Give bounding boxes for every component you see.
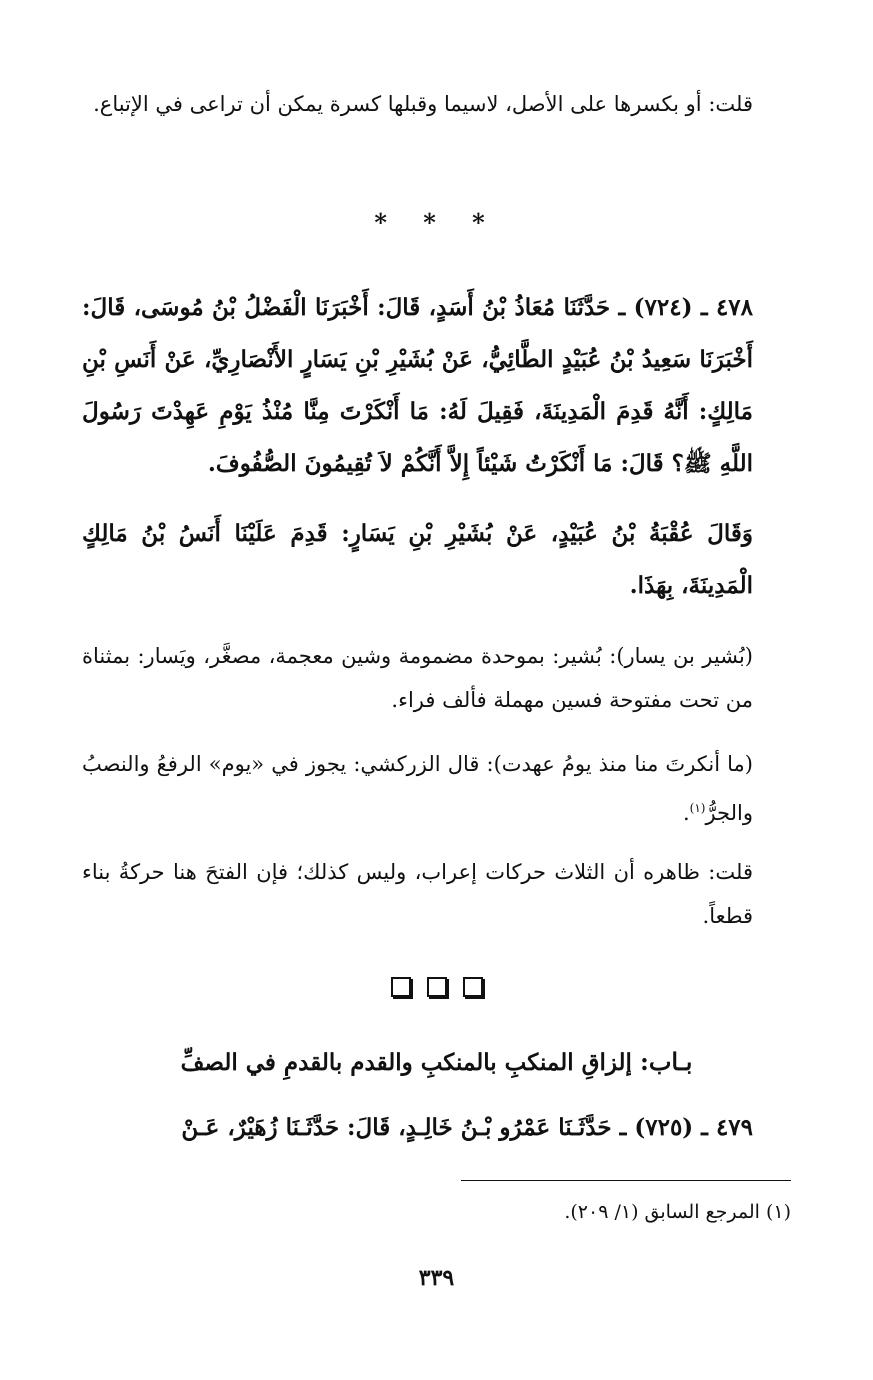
divider-box-icon xyxy=(427,977,447,997)
divider-box-icon xyxy=(463,977,483,997)
commentary-bushair: (بُشير بن يسار): بُشير: بموحدة مضمومة وشين معجمة، مصغَّر، ويَسار: بمثناة من تحت مفتوحة فسين مهملة فألف فراء. xyxy=(82,644,753,712)
divider-box-icon xyxy=(391,977,411,997)
footnote-reference: (١) xyxy=(689,801,706,815)
commentary-ma-ankarta-end: . xyxy=(682,801,690,825)
footnote-separator-line xyxy=(461,1180,791,1181)
hadith-478-continuation: وَقَالَ عُقْبَةُ بْنُ عُبَيْدٍ، عَنْ بُشَيْرِ بْنِ يَسَارٍ: قَدِمَ عَلَيْنَا أَنَسُ بْنُ مَالِكٍ الْمَدِينَةَ، بِهَذَا. xyxy=(82,520,753,599)
chapter-title: إلزاقِ المنكبِ بالمنكبِ والقدم بالقدمِ في الصفِّ xyxy=(180,1049,632,1076)
hadith-479-paragraph: ٤٧٩ ـ (٧٢٥) ـ حَدَّثَـنَا عَمْرُو بْـنُ خَالِـدٍ، قَالَ: حَدَّثَـنَا زُهَيْرٌ، عَـنْ xyxy=(181,1114,753,1141)
footnote: (١) المرجع السابق (١/ ٢٠٩). xyxy=(564,1201,791,1223)
intro-note-paragraph: قلت: أو بكسرها على الأصل، لاسيما وقبلها كسرة يمكن أن تراعى في الإتباع. xyxy=(93,92,753,116)
hadith-478-paragraph: ٤٧٨ ـ (٧٢٤) ـ حَدَّثَنَا مُعَاذُ بْنُ أَسَدٍ، قَالَ: أَخْبَرَنَا الْفَضْلُ بْنُ مُوسَى، قَالَ: أَخْبَرَنَا سَعِيدُ بْنُ عُبَيْدٍ الطَّائِيُّ، عَنْ بُشَيْرِ بْنِ يَسَارٍ الأَنْصَارِيِّ، عَنْ أَنَسِ بْنِ مَالِكٍ: أَنَّهُ قَدِمَ الْمَدِينَةَ، فَقِيلَ لَهُ: مَا أَنْكَرْتَ مِنَّا مُنْذُ يَوْمِ عَهِدْتَ رَسُولَ اللَّهِ ﷺ؟ قَالَ: مَا أَنْكَرْتُ شَيْئاً إِلاَّ أَنَّكُمْ لاَ تُقِيمُونَ الصُّفُوفَ. xyxy=(82,294,753,477)
page-number: ٣٣٩ xyxy=(418,1265,455,1291)
section-divider-boxes xyxy=(0,977,873,997)
commentary-qultu: قلت: ظاهره أن الثلاث حركات إعراب، وليس كذلك؛ فإن الفتحَ هنا حركةُ بناء قطعاً. xyxy=(82,860,753,928)
chapter-prefix: بـاب: xyxy=(639,1047,693,1076)
separator-stars: * * * xyxy=(374,208,499,237)
chapter-heading xyxy=(0,1040,873,1085)
commentary-ma-ankarta-text: (ما أنكرتَ منا منذ يومُ عهدت): قال الزركشي: يجوز في «يوم» الرفعُ والنصبُ والجرُّ xyxy=(82,752,753,825)
commentary-ma-ankarta xyxy=(82,742,753,835)
